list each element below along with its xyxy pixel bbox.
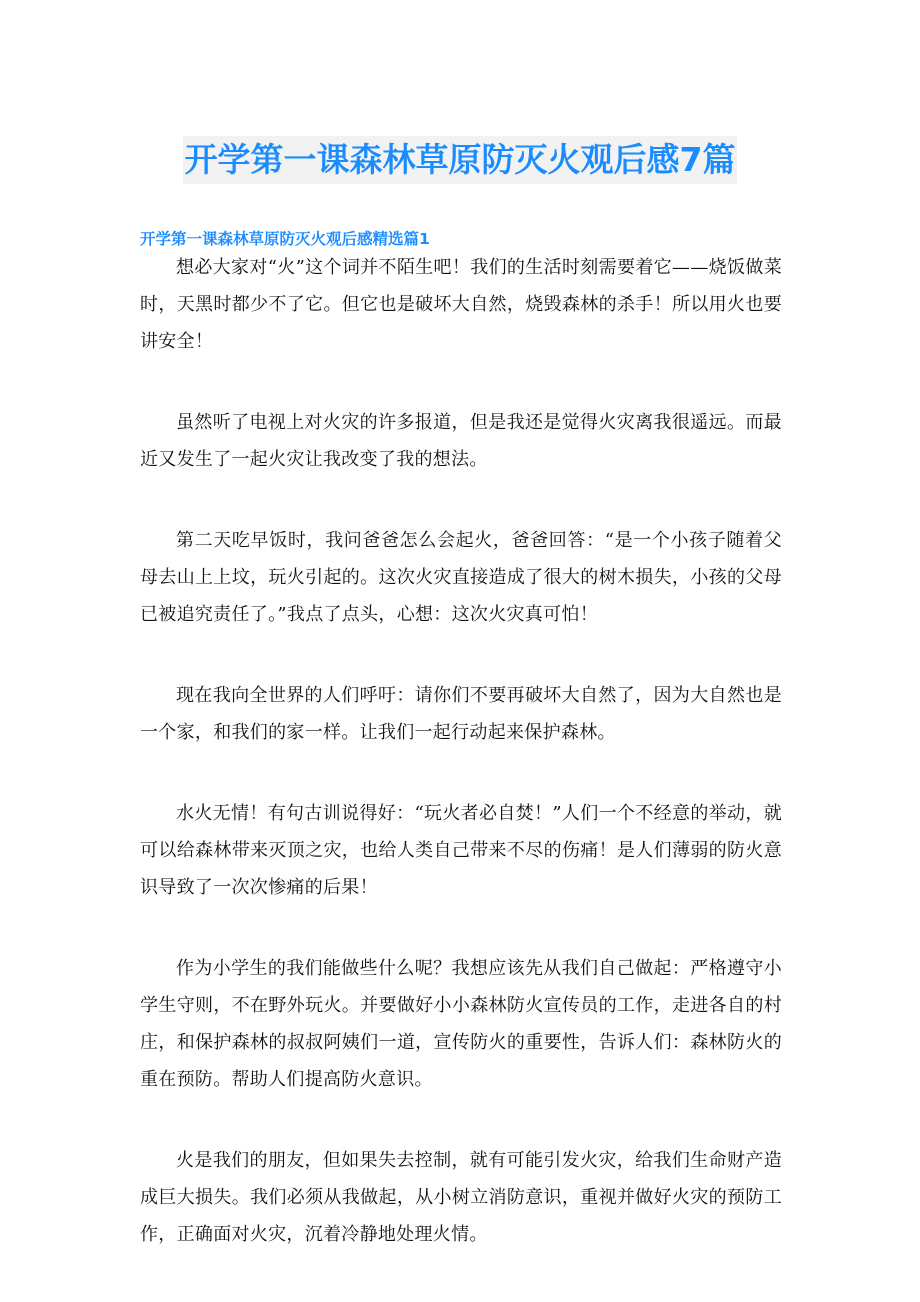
paragraph: 火是我们的朋友，但如果失去控制，就有可能引发火灾，给我们生命财产造成巨大损失。我们必须从我做起，从小树立消防意识，重视并做好火灾的预防工作，正确面对火灾，沉着冷静地处理火情。 bbox=[140, 1150, 782, 1245]
paragraph: 水火无情！有句古训说得好：“玩火者必自焚！”人们一个不经意的举动，就可以给森林带来灭顶之灾，也给人类自己带来不尽的伤痛！是人们薄弱的防火意识导致了一次次惨痛的后果！ bbox=[140, 803, 782, 898]
paragraph: 第二天吃早饭时，我问爸爸怎么会起火，爸爸回答：“是一个小孩子随着父母去山上上坟，玩火引起的。这次火灾直接造成了很大的树木损失，小孩的父母已被追究责任了。”我点了点头，心想：这次火灾真可怕！ bbox=[140, 530, 782, 625]
paragraph: 作为小学生的我们能做些什么呢？我想应该先从我们自己做起：严格遵守小学生守则，不在野外玩火。并要做好小小森林防火宣传员的工作，走进各自的村庄，和保护森林的叔叔阿姨们一道，宣传防火的重要性，告诉人们：森林防火的重在预防。帮助人们提高防火意识。 bbox=[140, 958, 782, 1090]
paragraph: 想必大家对“火”这个词并不陌生吧！我们的生活时刻需要着它——烧饭做菜时，天黑时都少不了它。但它也是破坏大自然，烧毁森林的杀手！所以用火也要讲安全！ bbox=[140, 257, 782, 352]
section-heading: 开学第一课森林草原防灭火观后感精选篇1 bbox=[140, 230, 430, 248]
paragraph: 虽然听了电视上对火灾的许多报道，但是我还是觉得火灾离我很遥远。而最近又发生了一起火灾让我改变了我的想法。 bbox=[140, 412, 782, 470]
document-body bbox=[140, 249, 782, 1297]
paragraph: 现在我向全世界的人们呼吁：请你们不要再破坏大自然了，因为大自然也是一个家，和我们的家一样。让我们一起行动起来保护森林。 bbox=[140, 685, 782, 743]
document-title: 开学第一课森林草原防灭火观后感7篇 bbox=[183, 136, 738, 184]
title-container bbox=[0, 136, 920, 184]
